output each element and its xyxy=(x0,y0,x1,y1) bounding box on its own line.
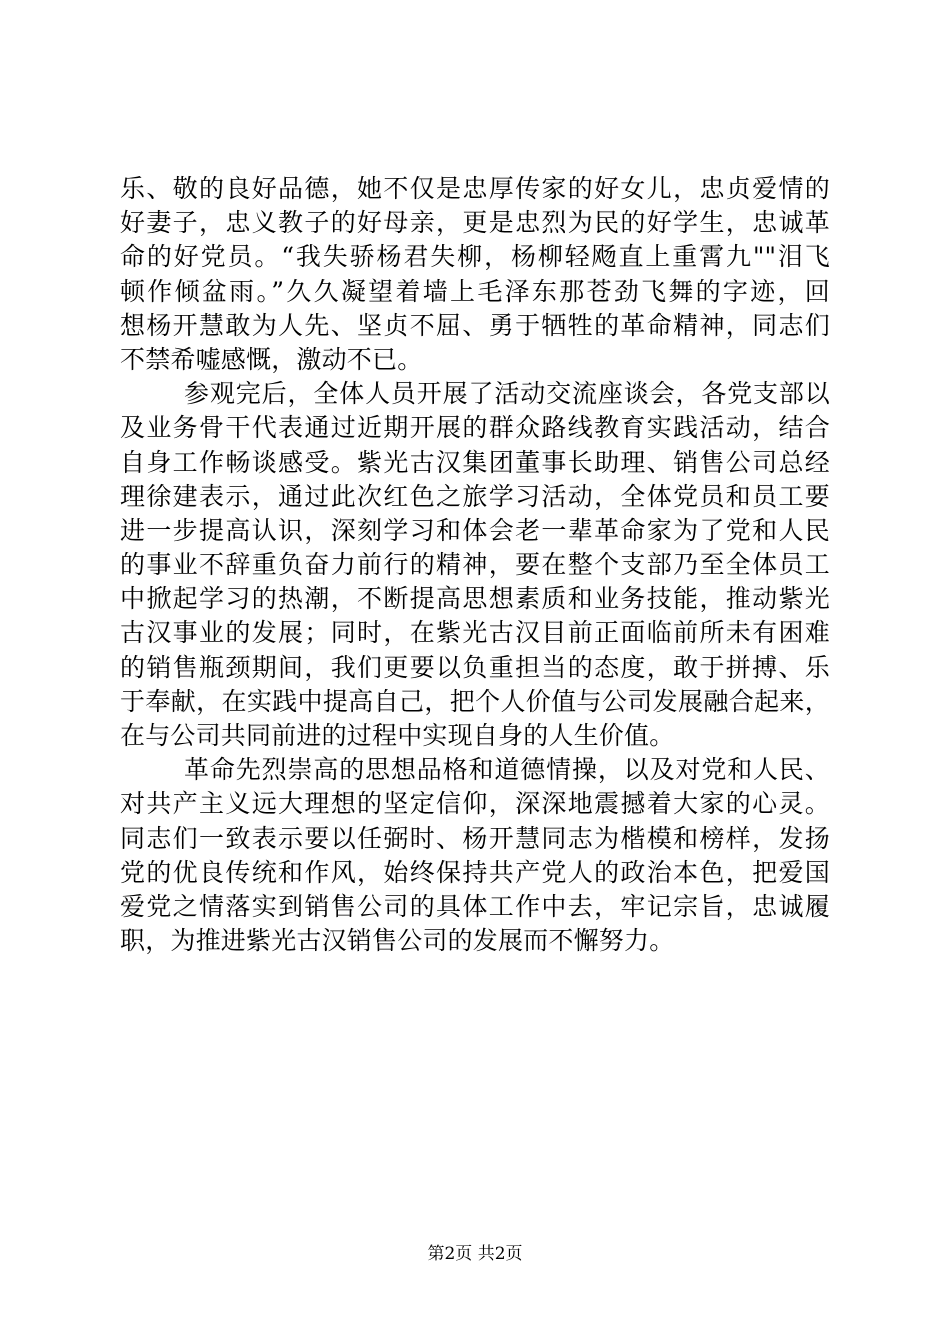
text-line: 爱党之情落实到销售公司的具体工作中去，牢记宗旨，忠诚履 xyxy=(120,891,830,921)
text-line: 想杨开慧敢为人先、坚贞不屈、勇于牺牲的革命精神，同志们 xyxy=(120,310,830,340)
text-line: 理徐建表示，通过此次红色之旅学习活动，全体党员和员工要 xyxy=(120,481,830,511)
text-line: 中掀起学习的热潮，不断提高思想素质和业务技能，推动紫光 xyxy=(120,584,830,614)
text-line: 同志们一致表示要以任弼时、杨开慧同志为楷模和榜样，发扬 xyxy=(120,823,830,853)
text-line: 及业务骨干代表通过近期开展的群众路线教育实践活动，结合 xyxy=(120,413,830,443)
text-line: 职，为推进紫光古汉销售公司的发展而不懈努力。 xyxy=(120,926,675,956)
paragraph xyxy=(120,172,830,377)
text-line: 古汉事业的发展；同时，在紫光古汉目前正面临前所未有困难 xyxy=(120,618,830,648)
text-line: 乐、敬的良好品德，她不仅是忠厚传家的好女儿，忠贞爱情的 xyxy=(120,174,830,203)
text-line: 自身工作畅谈感受。紫光古汉集团董事长助理、销售公司总经 xyxy=(120,447,830,477)
text-line: 顿作倾盆雨。”久久凝望着墙上毛泽东那苍劲飞舞的字迹，回 xyxy=(120,276,830,306)
paragraph xyxy=(120,753,830,958)
text-line: 革命先烈崇高的思想品格和道德情操，以及对党和人民、 xyxy=(184,755,830,785)
text-line: 进一步提高认识，深刻学习和体会老一辈革命家为了党和人民 xyxy=(120,515,830,545)
document-body xyxy=(120,172,830,958)
text-line: 的事业不辞重负奋力前行的精神，要在整个支部乃至全体员工 xyxy=(120,550,830,580)
text-line: 不禁希嘘感慨，激动不已。 xyxy=(120,344,423,374)
text-line: 好妻子，忠义教子的好母亲，更是忠烈为民的好学生，忠诚革 xyxy=(120,208,830,238)
text-line: 对共产主义远大理想的坚定信仰，深深地震撼着大家的心灵。 xyxy=(120,789,830,819)
text-line: 于奉献，在实践中提高自己，把个人价值与公司发展融合起来， xyxy=(120,686,830,716)
text-line: 命的好党员。“我失骄杨君失柳，杨柳轻飏直上重霄九""泪飞 xyxy=(120,242,830,272)
text-line: 的销售瓶颈期间，我们更要以负重担当的态度，敢于拼搏、乐 xyxy=(120,652,830,682)
text-line: 参观完后，全体人员开展了活动交流座谈会，各党支部以 xyxy=(184,379,830,409)
text-line: 党的优良传统和作风，始终保持共产党人的政治本色，把爱国 xyxy=(120,857,830,887)
paragraph xyxy=(120,377,830,753)
text-line: 在与公司共同前进的过程中实现自身的人生价值。 xyxy=(120,721,675,750)
page-number-footer: 第2页 共2页 xyxy=(427,1244,523,1264)
